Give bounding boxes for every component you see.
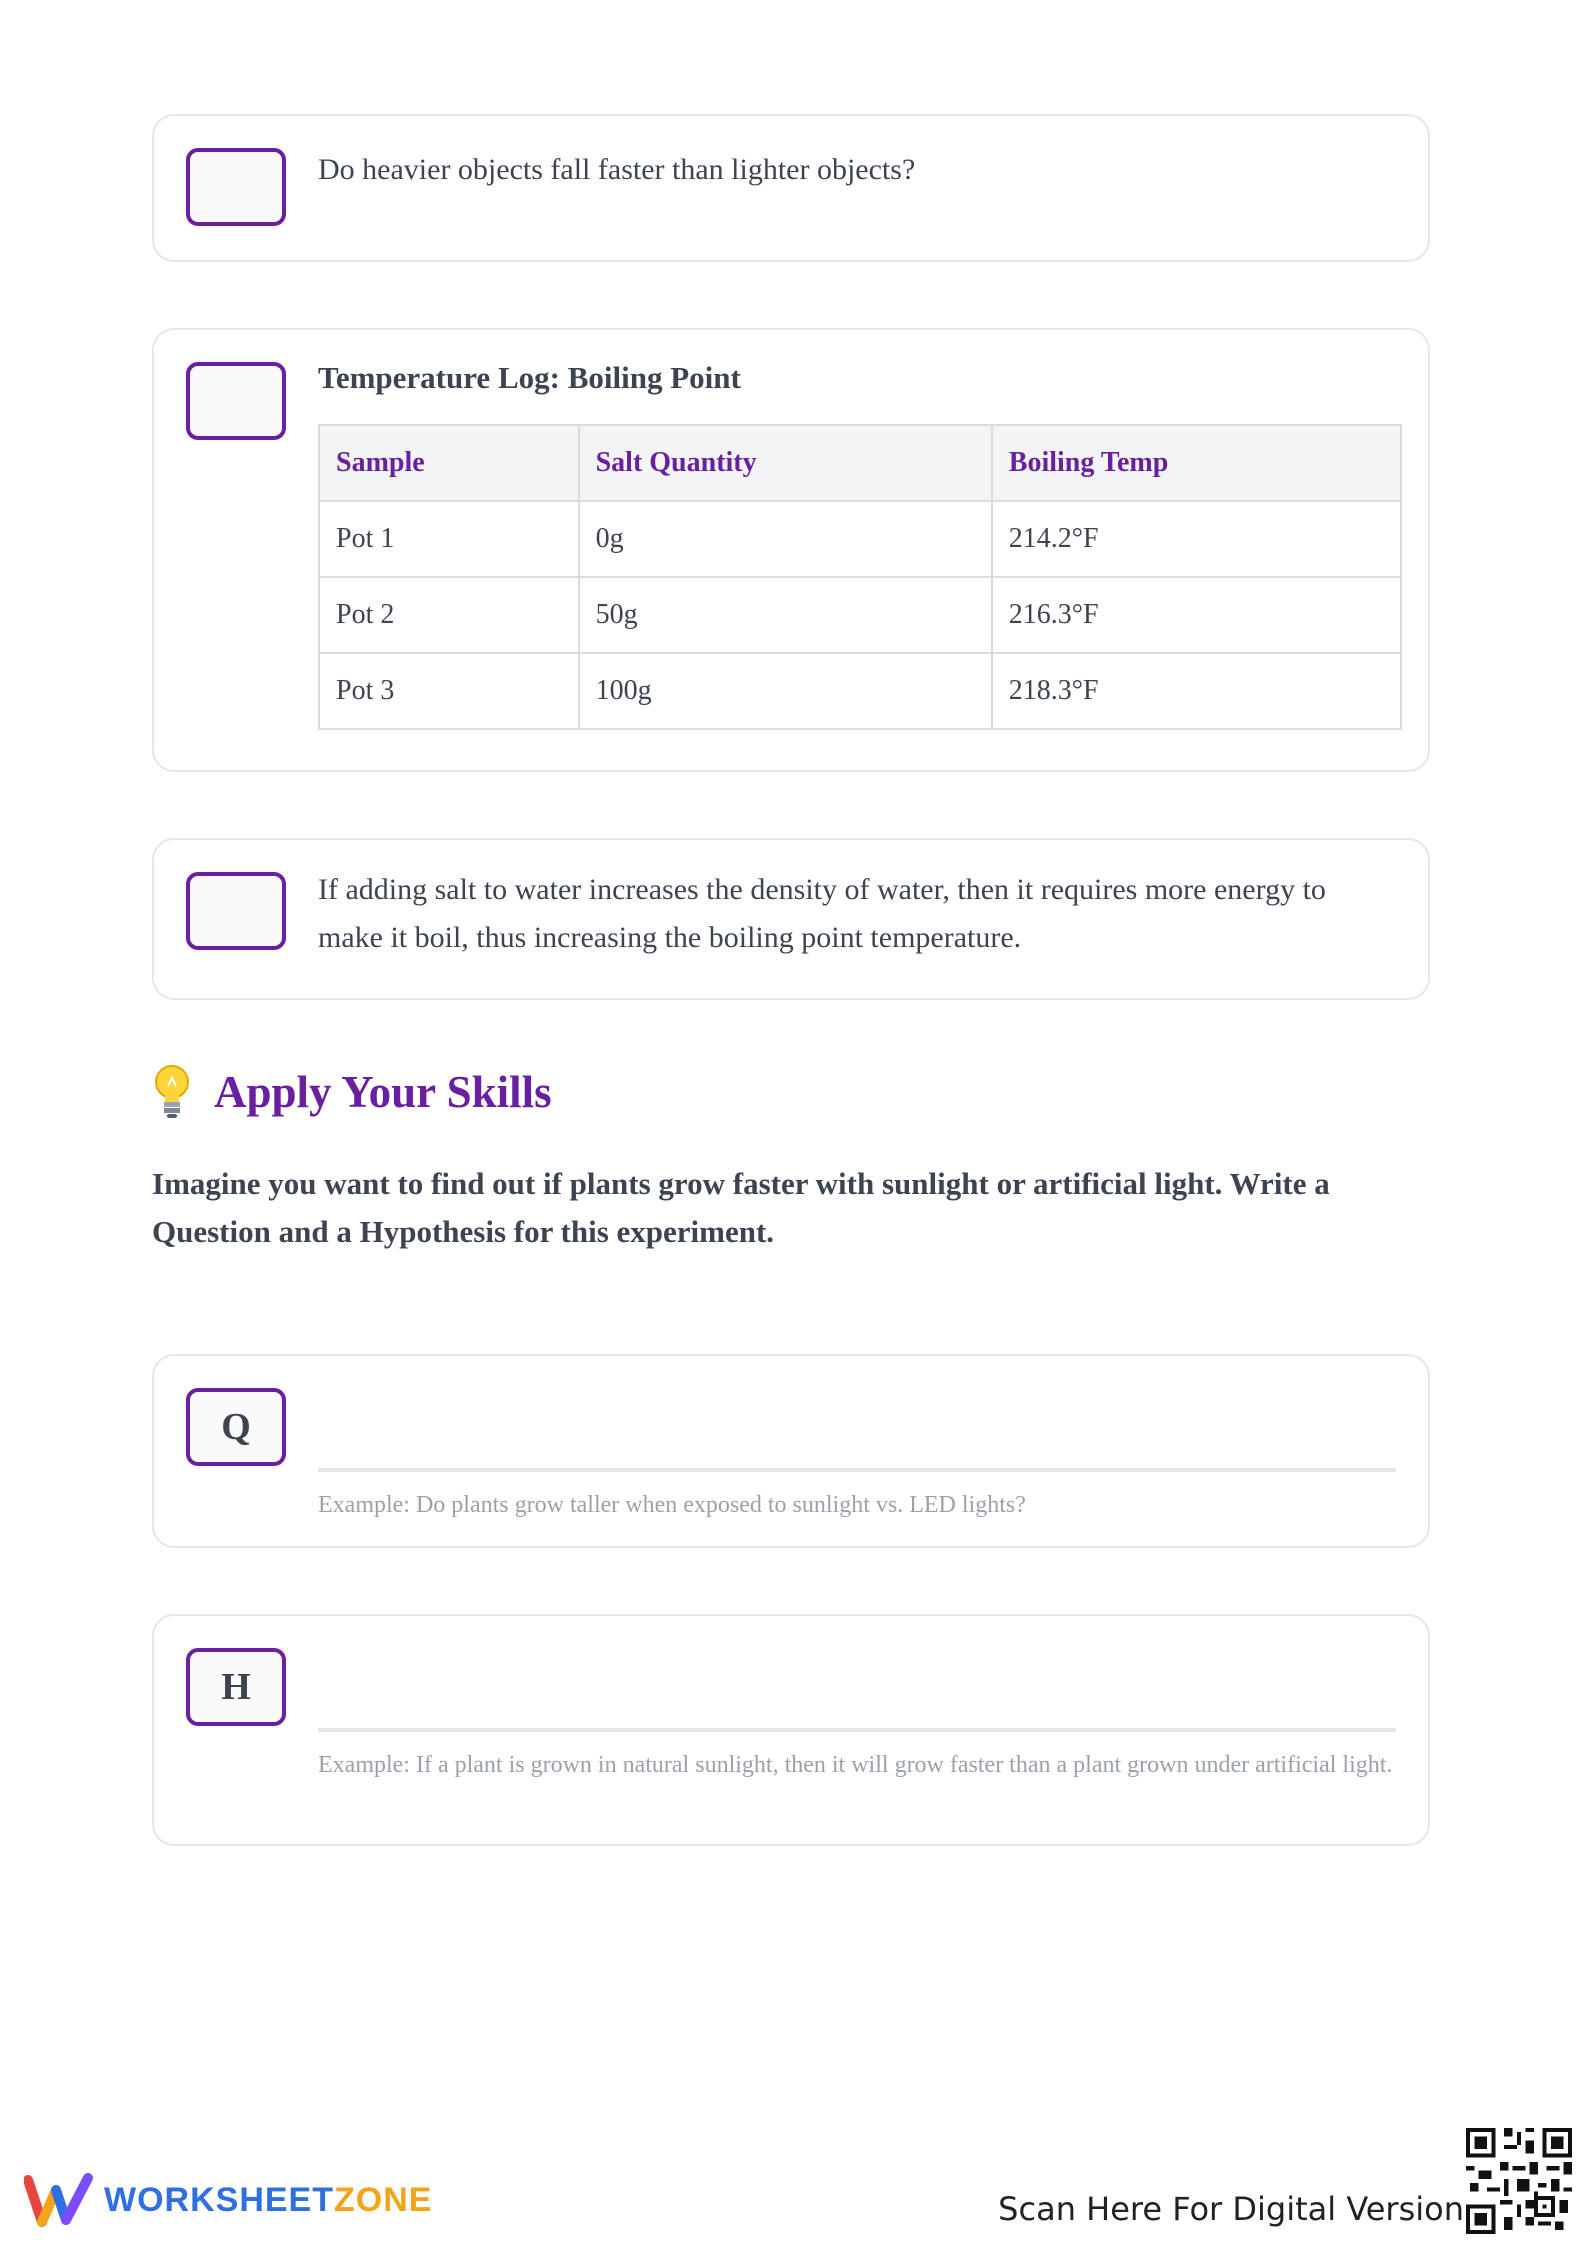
- logo-text: [104, 2181, 432, 2220]
- table-cell: Pot 2: [319, 577, 579, 653]
- apply-prompt: Imagine you want to find out if plants grow faster with sunlight or artificial light. Write a Question and a Hypothesis for this experiment.: [152, 1166, 1330, 1249]
- question-answer-line[interactable]: [318, 1468, 1396, 1472]
- table-title: Temperature Log: Boiling Point: [318, 360, 741, 395]
- lightbulb-icon: [152, 1064, 192, 1120]
- logo-mark-icon: [24, 2172, 94, 2228]
- table-cell: Pot 3: [319, 653, 579, 729]
- table-cell: 218.3°F: [992, 653, 1401, 729]
- question-answer-card: [152, 1354, 1430, 1548]
- temperature-table: [318, 424, 1402, 730]
- qr-code-icon[interactable]: [1466, 2128, 1572, 2234]
- statement-card-3: [152, 838, 1430, 1000]
- section-title: [152, 1064, 552, 1120]
- scan-text: Scan Here For Digital Version: [998, 2190, 1464, 2228]
- table-row: [319, 653, 1401, 729]
- table-header-row: [319, 425, 1401, 501]
- hypothesis-answer-line[interactable]: [318, 1728, 1396, 1732]
- table-cell: 216.3°F: [992, 577, 1401, 653]
- question-example: Example: Do plants grow taller when exposed to sunlight vs. LED lights?: [318, 1492, 1026, 1518]
- table-row: [319, 501, 1401, 577]
- statement-text-3: If adding salt to water increases the density of water, then it requires more energy to make it boil, thus increasing the boiling point temperature.: [318, 873, 1326, 954]
- answer-box-3[interactable]: [186, 872, 286, 950]
- answer-box-2[interactable]: [186, 362, 286, 440]
- column-header: Boiling Temp: [992, 425, 1401, 501]
- logo-text-part2: ZONE: [334, 2180, 433, 2219]
- statement-card-1: [152, 114, 1430, 262]
- hypothesis-example: Example: If a plant is grown in natural sunlight, then it will grow faster than a plant grown under artificial light.: [318, 1752, 1393, 1778]
- statement-text-1: Do heavier objects fall faster than lighter objects?: [318, 153, 916, 186]
- table-cell: 100g: [579, 653, 992, 729]
- table-card: [152, 328, 1430, 772]
- hypothesis-answer-card: [152, 1614, 1430, 1846]
- section-title-text: Apply Your Skills: [214, 1067, 552, 1117]
- table-cell: 50g: [579, 577, 992, 653]
- table-row: [319, 577, 1401, 653]
- question-badge: Q: [186, 1388, 286, 1466]
- worksheetzone-logo[interactable]: [24, 2170, 432, 2230]
- column-header: Salt Quantity: [579, 425, 992, 501]
- table-cell: Pot 1: [319, 501, 579, 577]
- hypothesis-badge: H: [186, 1648, 286, 1726]
- table-cell: 0g: [579, 501, 992, 577]
- logo-text-part1: WORKSHEET: [104, 2180, 334, 2219]
- answer-box-1[interactable]: [186, 148, 286, 226]
- table-cell: 214.2°F: [992, 501, 1401, 577]
- column-header: Sample: [319, 425, 579, 501]
